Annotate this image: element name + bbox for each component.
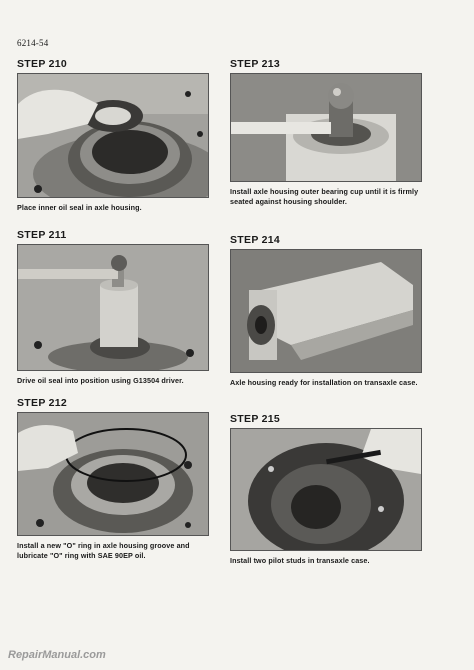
step-215 (230, 413, 422, 566)
photo-oil-seal (17, 73, 209, 198)
step-210 (17, 58, 209, 213)
step-title: STEP 211 (17, 229, 67, 241)
step-title: STEP 215 (230, 413, 281, 425)
step-213 (230, 58, 422, 206)
step-caption: Axle housing ready for installation on transaxle case. (230, 378, 418, 387)
step-title: STEP 213 (230, 58, 281, 70)
step-caption: Install a new "O" ring in axle housing groove and lubricate "O" ring with SAE 90EP oil. (17, 541, 190, 560)
step-212 (17, 397, 209, 560)
step-caption: Drive oil seal into position using G13504 driver. (17, 376, 184, 385)
photo-o-ring (17, 412, 209, 536)
step-214 (230, 234, 422, 388)
photo-bearing-cup (230, 73, 422, 182)
watermark: RepairManual.com (8, 649, 106, 661)
photo-seal-driver (17, 244, 209, 371)
page-number: 6214-54 (17, 38, 49, 48)
step-title: STEP 210 (17, 58, 68, 70)
step-caption: Install axle housing outer bearing cup until it is firmly seated against housing shoulder. (230, 187, 419, 206)
step-caption: Install two pilot studs in transaxle case. (230, 556, 370, 565)
step-title: STEP 212 (17, 397, 68, 409)
photo-axle-housing (230, 249, 422, 373)
step-211 (17, 229, 209, 386)
step-title: STEP 214 (230, 234, 281, 246)
step-caption: Place inner oil seal in axle housing. (17, 203, 142, 212)
photo-pilot-studs (230, 428, 422, 551)
